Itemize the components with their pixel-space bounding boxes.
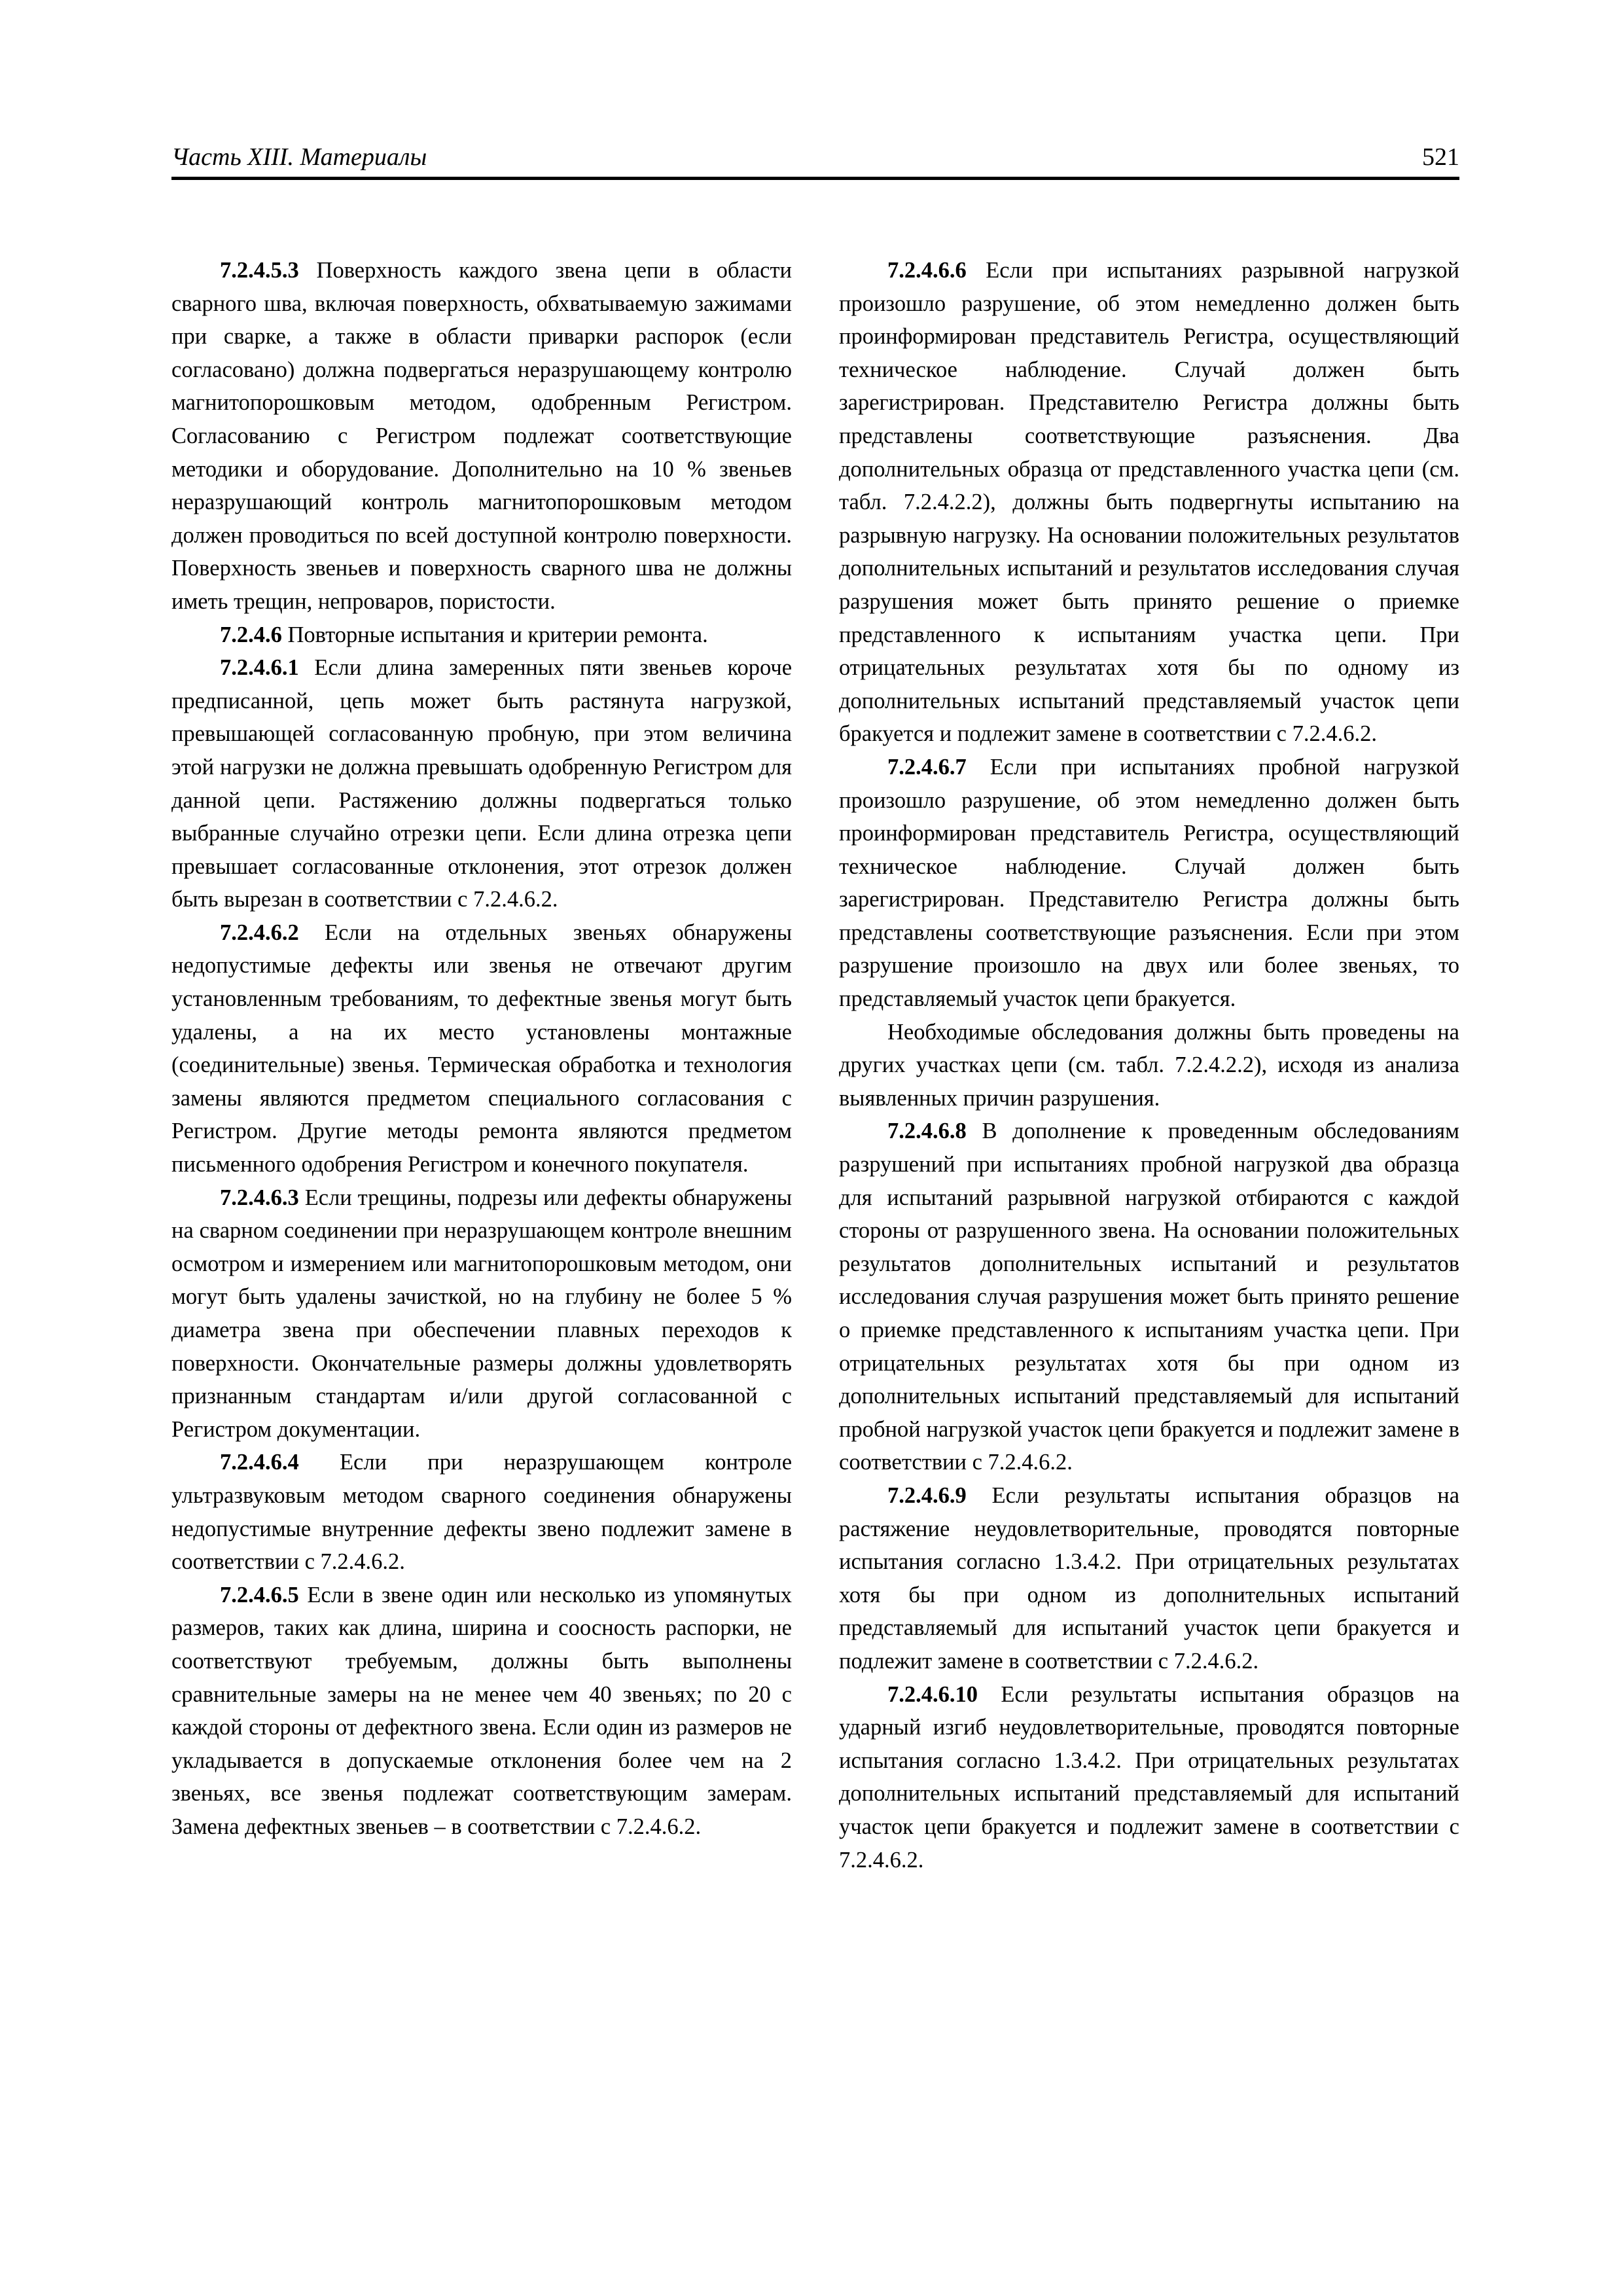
page-number: 521 [1422,143,1459,171]
clause-number: 7.2.4.6.3 [220,1185,299,1210]
clause-number: 7.2.4.6.1 [220,655,299,681]
paragraph-7-2-4-6-1 [171,651,792,916]
paragraph-7-2-4-6 [171,619,792,652]
left-column [171,254,792,1844]
clause-text: В дополнение к проведенным обследованиям разрушений при испытаниях пробной нагрузкой два образца для испытаний разрывной нагрузкой отбираются с каждой стороны от разрушенного звена. На основании положительных результатов дополнительных испытаний и результатов исследования случая разрушения может быть принято решение о приемке представленного к испытаниям участка цепи. При отрицательных результатах хотя бы при одном из дополнительных испытаний представляемый для испытаний пробной нагрузкой участок цепи бракуется и подлежит замене в соответствии с 7.2.4.6.2. [839,1119,1460,1475]
clause-number: 7.2.4.5.3 [220,258,299,283]
running-title: Часть XIII. Материалы [171,143,427,171]
clause-text: Если при испытаниях пробной нагрузкой произошло разрушение, об этом немедленно должен быть проинформирован представитель Регистра, осуществляющий техническое наблюдение. Случай должен быть зарегистрирован. Представителю Регистра должны быть представлены соответствующие разъяснения. Если при этом разрушение произошло на двух или более звеньях, то представляемый участок цепи бракуется. [839,754,1460,1012]
paragraph-7-2-4-6-4 [171,1446,792,1578]
clause-number: 7.2.4.6.4 [220,1450,299,1475]
clause-number: 7.2.4.6.2 [220,920,299,945]
clause-number: 7.2.4.6.9 [887,1482,967,1508]
paragraph-7-2-4-5-3 [171,254,792,619]
paragraph-7-2-4-6-9 [839,1479,1459,1678]
clause-number: 7.2.4.6.6 [887,258,967,283]
clause-text: Если длина замеренных пяти звеньев короче предписанной, цепь может быть растянута нагрузкой, превышающей согласованную пробную, при этом величина этой нагрузки не должна превышать одобренную Регистром для данной цепи. Растяжению должны подвергаться только выбранные случайно отрезки цепи. Если длина отрезка цепи превышает согласованные отклонения, этот отрезок должен быть вырезан в соответствии с 7.2.4.6.2. [171,655,793,912]
clause-text: Если при испытаниях разрывной нагрузкой произошло разрушение, об этом немедленно должен быть проинформирован представитель Регистра, осуществляющий техническое наблюдение. Случай должен быть зарегистрирован. Представителю Регистра должны быть представлены соответствующие разъяснения. Два дополнительных образца от представленного участка цепи (см. табл. 7.2.4.2.2), должны быть подвергнуты испытанию на разрывную нагрузку. На основании положительных результатов дополнительных испытаний и результатов исследования случая разрушения может быть принято решение о приемке представленного к испытаниям участка цепи. При отрицательных результатах хотя бы по одному из дополнительных испытаний представляемый участок цепи бракуется и подлежит замене в соответствии с 7.2.4.6.2. [839,258,1459,747]
clause-text: Если на отдельных звеньях обнаружены недопустимые дефекты или звенья не отвечают другим установленным требованиям, то дефектные звенья могут быть удалены, а на их место установлены монтажные (соединительные) звенья. Термическая обработка и технология замены являются предметом специального согласования с Регистром. Другие методы ремонта являются предметом письменного одобрения Регистром и конечного покупателя. [171,920,793,1177]
clause-text: Если при неразрушающем контроле ультразвуковым методом сварного соединения обнаружены недопустимые внутренние дефекты звено подлежит замене в соответствии с 7.2.4.6.2. [171,1450,793,1575]
paragraph-7-2-4-6-10 [839,1678,1459,1877]
paragraph-7-2-4-6-3 [171,1181,792,1446]
clause-text: Необходимые обследования должны быть проведены на других участках цепи (см. табл. 7.2.4.2.2), исходя из анализа выявленных причин разрушения. [839,1019,1459,1111]
paragraph-7-2-4-6-5 [171,1579,792,1844]
clause-text: Если результаты испытания образцов на ударный изгиб неудовлетворительные, проводятся повторные испытания согласно 1.3.4.2. При отрицательных результатах дополнительных испытаний представляемый для испытаний участок цепи бракуется и подлежит замене в соответствии с 7.2.4.6.2. [839,1681,1460,1873]
clause-number: 7.2.4.6 [220,622,282,647]
clause-text: Повторные испытания и критерии ремонта. [287,622,708,647]
paragraph-7-2-4-6-8 [839,1115,1459,1479]
paragraph-7-2-4-6-6 [839,254,1459,751]
paragraph-investigations [839,1016,1459,1115]
clause-number: 7.2.4.6.8 [887,1119,967,1144]
paragraph-7-2-4-6-2 [171,916,792,1181]
page-header [171,143,1459,180]
paragraph-7-2-4-6-7 [839,751,1459,1016]
clause-text: Если результаты испытания образцов на растяжение неудовлетворительные, проводятся повторные испытания согласно 1.3.4.2. При отрицательных результатах хотя бы при одном из дополнительных испытаний представляемый для испытаний участок цепи бракуется и подлежит замене в соответствии с 7.2.4.6.2. [839,1482,1460,1674]
clause-text: Если в звене один или несколько из упомянутых размеров, таких как длина, ширина и соосность распорки, не соответствуют требуемым, должны быть выполнены сравнительные замеры на не менее чем 40 звеньях; по 20 с каждой стороны от дефектного звена. Если один из размеров не укладывается в допускаемые отклонения более чем на 2 звеньях, все звенья подлежат соответствующим замерам. Замена дефектных звеньев – в соответствии с 7.2.4.6.2. [171,1582,792,1839]
clause-text: Если трещины, подрезы или дефекты обнаружены на сварном соединении при неразрушающем контроле внешним осмотром и измерением или магнитопорошковым методом, они могут быть удалены зачисткой, но на глубину не более 5 % диаметра звена при обеспечении плавных переходов к поверхности. Окончательные размеры должны удовлетворять признанным стандартам и/или другой согласованной с Регистром документации. [171,1185,793,1442]
clause-text: Поверхность каждого звена цепи в области сварного шва, включая поверхность, обхватываемую зажимами при сварке, а также в области приварки распорок (если согласовано) должна подвергаться неразрушающему контролю магнитопорошковым методом, одобренным Регистром. Согласованию с Регистром подлежат соответствующие методики и оборудование. Дополнительно на 10 % звеньев неразрушающий контроль магнитопорошковым методом должен проводиться по всей доступной контролю поверхности. Поверхность звеньев и поверхность сварного шва не должны иметь трещин, непроваров, пористости. [171,258,793,614]
clause-number: 7.2.4.6.10 [887,1681,978,1707]
clause-number: 7.2.4.6.7 [887,754,967,780]
right-column [839,254,1459,1876]
clause-number: 7.2.4.6.5 [220,1582,299,1607]
